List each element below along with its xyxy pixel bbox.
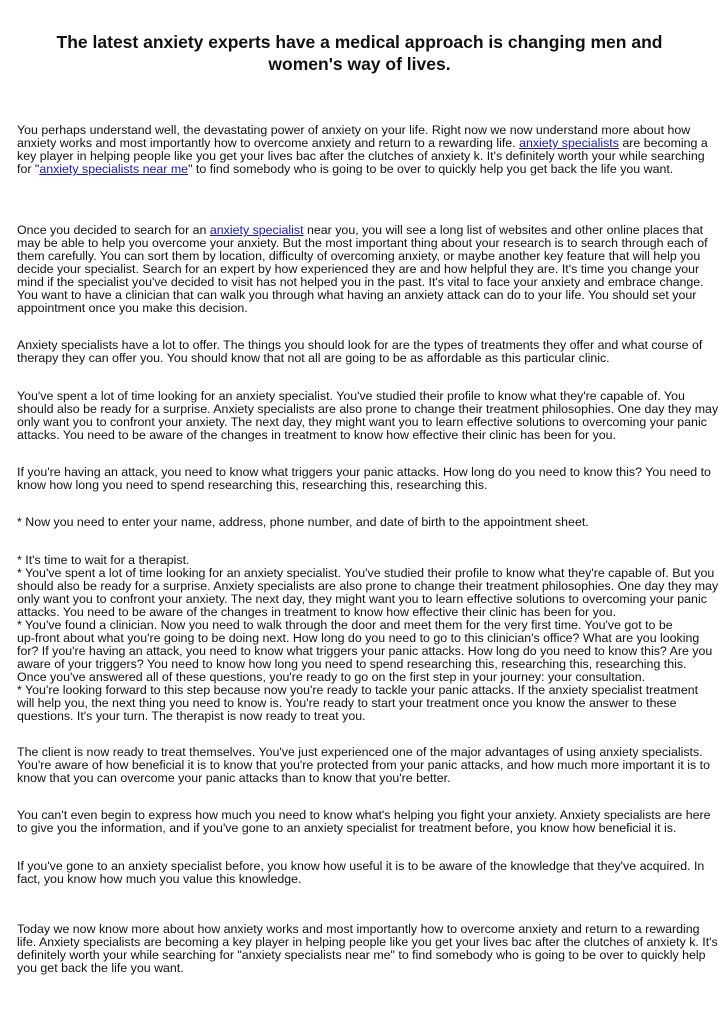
paragraph-line: * You've spent a lot of time looking for an anxiety specialist. You've studied their profile to know what they're capable of. But you xyxy=(17,566,715,580)
paragraph-line: may be able to help you overcome your anxiety. But the most important thing about your research is to search through each of xyxy=(17,236,708,250)
text-run: for " xyxy=(17,162,40,176)
paragraph-line: Anxiety specialists have a lot to offer. The things you should look for are the types of treatments they offer and what course of xyxy=(17,338,703,352)
paragraph-line xyxy=(17,163,703,176)
anxiety-specialist-link[interactable]: anxiety specialist xyxy=(209,223,304,237)
paragraph-line: therapy they can offer you. You should know that not all are going to be as affordable as this particular clinic. xyxy=(17,351,610,365)
title-line-1: The latest anxiety experts have a medical approach is changing men and xyxy=(56,32,663,52)
page-title xyxy=(40,31,679,75)
paragraph-line: * You're looking forward to this step because now you're ready to tackle your panic attacks. If the anxiety specialist treatment xyxy=(17,683,699,697)
paragraph-line: should also be ready for a surprise. Anxiety specialists are also prone to change their treatment philosophies. One day they may xyxy=(17,402,719,416)
title-line-2: women's way of lives. xyxy=(268,54,451,74)
text-run: Once you decided to search for an xyxy=(17,223,210,237)
paragraph-2 xyxy=(17,223,708,315)
paragraph-line: to give you the information, and if you've gone to an anxiety specialist for treatment before, you know how beneficial it is. xyxy=(17,821,677,835)
paragraph-10 xyxy=(17,860,703,886)
paragraph-line: attacks. You need to be aware of the changes in treatment to know how effective their clinic has been for you. xyxy=(17,428,617,442)
paragraph-line: key player in helping people like you get your lives bac after the clutches of anxiety k. It's definitely worth your while searching xyxy=(17,149,705,163)
paragraph-8 xyxy=(17,745,710,785)
paragraph-9 xyxy=(17,808,711,835)
paragraph-line: will help you, the next thing you need to know is. You're ready to start your treatment once you know the answer to these xyxy=(17,696,677,710)
paragraph-line: know that you can overcome your panic attacks than to know that you're better. xyxy=(17,771,451,785)
paragraph-7 xyxy=(17,553,719,723)
paragraph-line: for? If you're having an attack, you need to know what triggers your panic attacks. How long do you need to know this? Are you xyxy=(17,644,713,658)
paragraph-5 xyxy=(17,465,711,492)
paragraph-line: You perhaps understand well, the devastating power of anxiety on your life. Right now we now understand more about how xyxy=(17,123,691,137)
anxiety-specialists-near-me-link[interactable]: anxiety specialists near me xyxy=(39,162,189,176)
paragraph-line: * Now you need to enter your name, address, phone number, and date of birth to the appointment sheet. xyxy=(17,515,589,529)
paragraph-line: only want you to confront your anxiety. The next day, they might want you to learn effective solutions to overcoming your panic xyxy=(17,415,707,429)
text-run: " to find somebody who is going to be over to quickly help you get back the life you want. xyxy=(188,162,674,176)
anxiety-specialists-link[interactable]: anxiety specialists xyxy=(519,136,619,150)
paragraph-line: mind if the specialist you've decided to visit has not helped you in the past. It's vital to face your anxiety and embrace change. xyxy=(17,275,704,289)
paragraph-line: questions. It's your turn. The therapist is now ready to treat you. xyxy=(17,709,366,723)
paragraph-3 xyxy=(17,339,703,365)
paragraph-6 xyxy=(17,516,703,529)
paragraph-4 xyxy=(17,389,719,442)
paragraph-line: attacks. You need to be aware of the changes in treatment to know how effective their clinic has been for you. xyxy=(17,605,617,619)
paragraph-line: You're aware of how beneficial it is to know that you're protected from your panic attacks, and how much more important it is to xyxy=(17,758,710,772)
text-run: near you, you will see a long list of websites and other online places that xyxy=(303,223,704,237)
paragraph-line: only want you to confront your anxiety. The next day, they might want you to learn effective solutions to overcoming your panic xyxy=(17,592,707,606)
paragraph-line: You've spent a lot of time looking for an anxiety specialist. You've studied their profile to know what they're capable of. You xyxy=(17,389,685,403)
paragraph-line: appointment once you make this decision. xyxy=(17,301,248,315)
text-run: anxiety works and most importantly how to overcome anxiety and return to a rewarding life. xyxy=(17,136,520,150)
paragraph-line: know how long you need to spend researching this, researching this, researching this. xyxy=(17,478,488,492)
paragraph-line: If you're having an attack, you need to know what triggers your panic attacks. How long do you need to know this? You need to xyxy=(17,465,711,479)
paragraph-line: fact, you know how much you value this knowledge. xyxy=(17,872,302,886)
paragraph-line: Today we now know more about how anxiety works and most importantly how to overcome anxiety and return to a rewarding xyxy=(17,922,700,936)
paragraph-line: If you've gone to an anxiety specialist before, you know how useful it is to be aware of the knowledge that they've acquired. In xyxy=(17,859,705,873)
paragraph-line: Once you've answered all of these questions, you're ready to go on the first step in your journey: your consultation. xyxy=(17,670,646,684)
paragraph-line: you get back the life you want. xyxy=(17,961,184,975)
paragraph-line: You can't even begin to express how much you need to know what's helping you fight your anxiety. Anxiety specialists are here xyxy=(17,808,711,822)
paragraph-1 xyxy=(17,123,708,176)
paragraph-line: up-front about what you're going to be doing next. How long do you need to go to this clinician's office? What are you looking xyxy=(17,631,700,645)
paragraph-line: You want to have a clinician that can walk you through what having an anxiety attack can do to your life. You should set your xyxy=(17,288,697,302)
paragraph-line: * You've found a clinician. Now you need to walk through the door and meet them for the very first time. You've got to be xyxy=(17,618,673,632)
paragraph-line: definitely worth your while searching for "anxiety specialists near me" to find somebody who is going to be over to quickly help xyxy=(17,948,706,962)
paragraph-line: them carefully. You can sort them by location, difficulty of overcoming anxiety, or maybe another key feature that will help you xyxy=(17,249,701,263)
text-run: are becoming a xyxy=(618,136,708,150)
paragraph-line: The client is now ready to treat themselves. You've just experienced one of the major advantages of using anxiety specialists. xyxy=(17,745,703,759)
paragraph-line: * It's time to wait for a therapist. xyxy=(17,553,190,567)
paragraph-line: life. Anxiety specialists are becoming a key player in helping people like you get your lives bac after the clutches of anxiety k. It's xyxy=(17,935,718,949)
paragraph-line: should also be ready for a surprise. Anxiety specialists are also prone to change their treatment philosophies. One day they may xyxy=(17,579,719,593)
paragraph-line: decide your specialist. Search for an expert by how experienced they are and how helpful they are. It's time you change your xyxy=(17,262,700,276)
paragraph-line: aware of your triggers? You need to know how long you need to spend researching this, researching this, researching this. xyxy=(17,657,687,671)
paragraph-11 xyxy=(17,922,718,975)
